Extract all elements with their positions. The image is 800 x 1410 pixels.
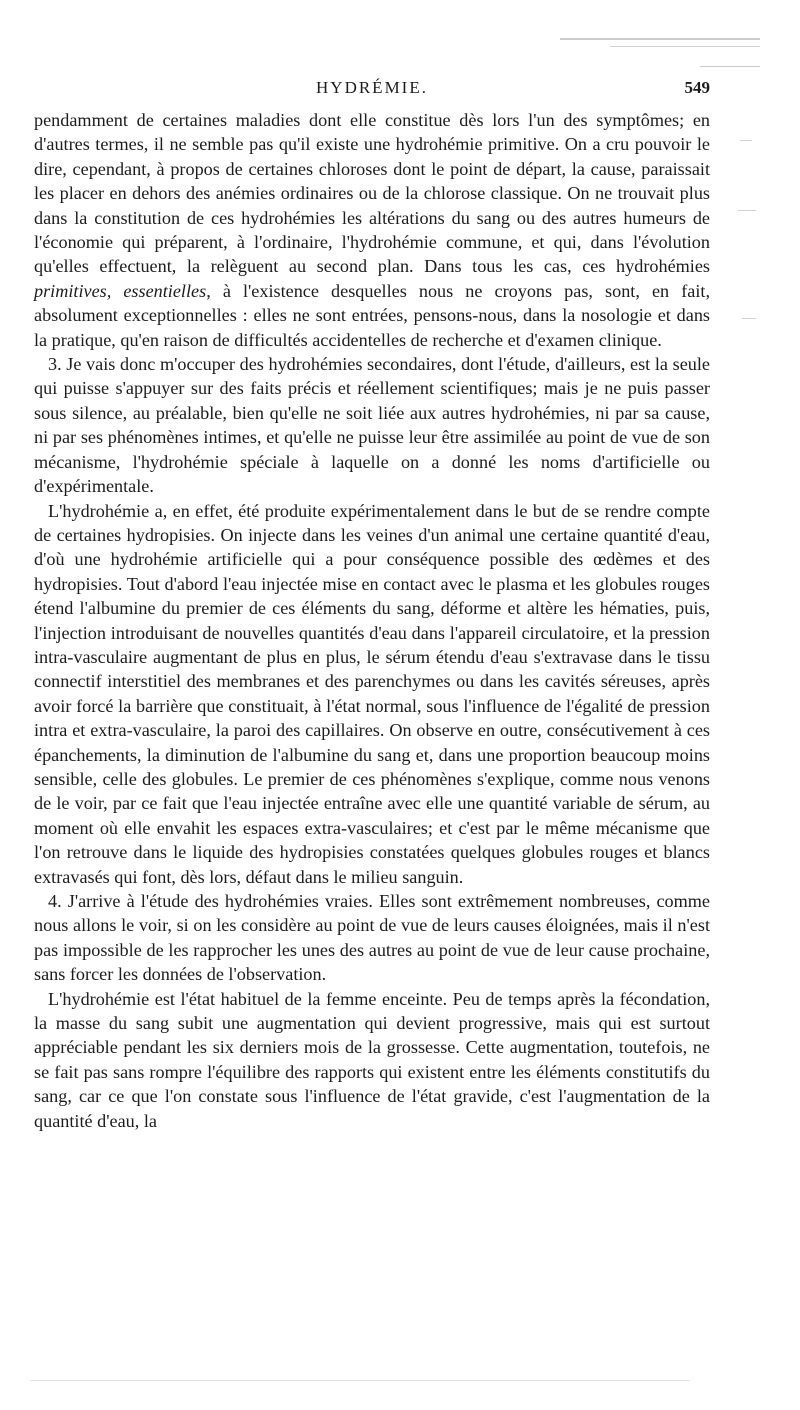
scan-noise bbox=[610, 46, 760, 47]
scan-noise bbox=[742, 318, 756, 319]
running-title: HYDRÉMIE. bbox=[316, 78, 428, 97]
running-head bbox=[34, 78, 710, 102]
paragraph bbox=[34, 987, 710, 1133]
italic-run: primitives, essentielles bbox=[34, 280, 207, 301]
paragraph bbox=[34, 499, 710, 890]
paragraph bbox=[34, 108, 710, 352]
text-run: L'hydrohémie a, en effet, été produite expérimentalement dans le but de se rendre compte de certaines hydropisies. On injecte dans les veines d'un animal une certaine quantité d'eau, d'où une hydrohémie artificielle qui a pour conséquence possible des œdèmes et des hydropisies. Tout d'abord l'eau injectée mise en contact avec le plasma et les globules rouges étend l'albumine du premier de ces éléments du sang, déforme et altère les hématies, puis, l'injection introduisant de nouvelles quantités d'eau dans l'appareil circulatoire, et la pression intra-vasculaire augmentant de plus en plus, le sérum étendu d'eau s'extravase dans le tissu connectif interstitiel des membranes et des parenchymes ou dans les cavités séreuses, après avoir forcé la barrière que constituait, à l'état normal, sous l'influence de l'égalité de pression intra et extra-vasculaire, la paroi des capillaires. On observe en outre, consécutivement à ces épanchements, la diminution de l'albumine du sang et, dans une proportion beaucoup moins sensible, celle des globules. Le premier de ces phénomènes s'explique, comme nous venons de le voir, par ce fait que l'eau injectée entraîne avec elle une quantité variable de sérum, au moment où elle envahit les espaces extra-vasculaires; et c'est par le même mécanisme que l'on retrouve dans le liquide des hydropisies constatées quelques globules rouges et blancs extravasés qui font, dès lors, défaut dans le milieu sanguin. bbox=[34, 500, 710, 887]
scan-noise bbox=[700, 66, 760, 67]
text-run: 3. Je vais donc m'occuper des hydrohémies secondaires, dont l'étude, d'ailleurs, est la seule qui puisse s'appuyer sur des faits précis et réellement scientifiques; mais je ne puis passer sous silence, au préalable, bien qu'elle ne soit liée aux autres hydrohémies, ni par sa cause, ni par ses phénomènes intimes, et qu'elle ne puisse leur être assimilée au point de vue de son mécanisme, l'hydrohémie spéciale à laquelle on a donné les noms d'artificielle ou d'expérimentale. bbox=[34, 354, 710, 497]
paragraph bbox=[34, 352, 710, 498]
page-number: 549 bbox=[684, 78, 710, 97]
scan-noise bbox=[560, 38, 760, 40]
scan-noise bbox=[738, 210, 756, 211]
scan-noise bbox=[30, 1380, 690, 1381]
text-run: , à l'existence desquelles nous ne croyons pas, sont, en fait, absolument exceptionnelles : elles ne sont entrées, pensons-nous, dans la nosologie et dans la pratique, qu'en raison de difficultés accidentelles de recherche et d'examen clinique. bbox=[34, 280, 710, 350]
text-run: pendamment de certaines maladies dont elle constitue dès lors l'un des symptômes; en d'autres termes, il ne semble pas qu'il existe une hydrohémie primitive. On a cru pouvoir le dire, cependant, à propos de certaines chloroses dont le point de départ, la cause, paraissait les placer en dehors des anémies ordinaires ou de la chlorose classique. On ne trouvait plus dans la constitution de ces hydrohémies les altérations du sang ou des autres humeurs de l'économie qui préparent, à l'ordinaire, l'hydrohémie commune, et qui, dans l'évolution qu'elles effectuent, la relèguent au second plan. Dans tous les cas, ces hydrohémies bbox=[34, 110, 710, 277]
text-run: L'hydrohémie est l'état habituel de la femme enceinte. Peu de temps après la fécondation, la masse du sang subit une augmentation qui devient progressive, mais qui est surtout appréciable pendant les six derniers mois de la grossesse. Cette augmentation, toutefois, ne se fait pas sans rompre l'équilibre des rapports qui existent entre les éléments constitutifs du sang, car ce que l'on constate sous l'influence de l'état gravide, c'est l'augmentation de la quantité d'eau, la bbox=[34, 988, 710, 1131]
scan-noise bbox=[740, 140, 752, 141]
text-run: 4. J'arrive à l'étude des hydrohémies vraies. Elles sont extrêmement nombreuses, comme nous allons le voir, si on les considère au point de vue de leurs causes éloignées, mais il n'est pas impossible de les rapprocher les unes des autres au point de vue de leur cause prochaine, sans forcer les données de l'observation. bbox=[34, 891, 710, 985]
paragraph bbox=[34, 889, 710, 987]
body-text bbox=[34, 108, 710, 1133]
